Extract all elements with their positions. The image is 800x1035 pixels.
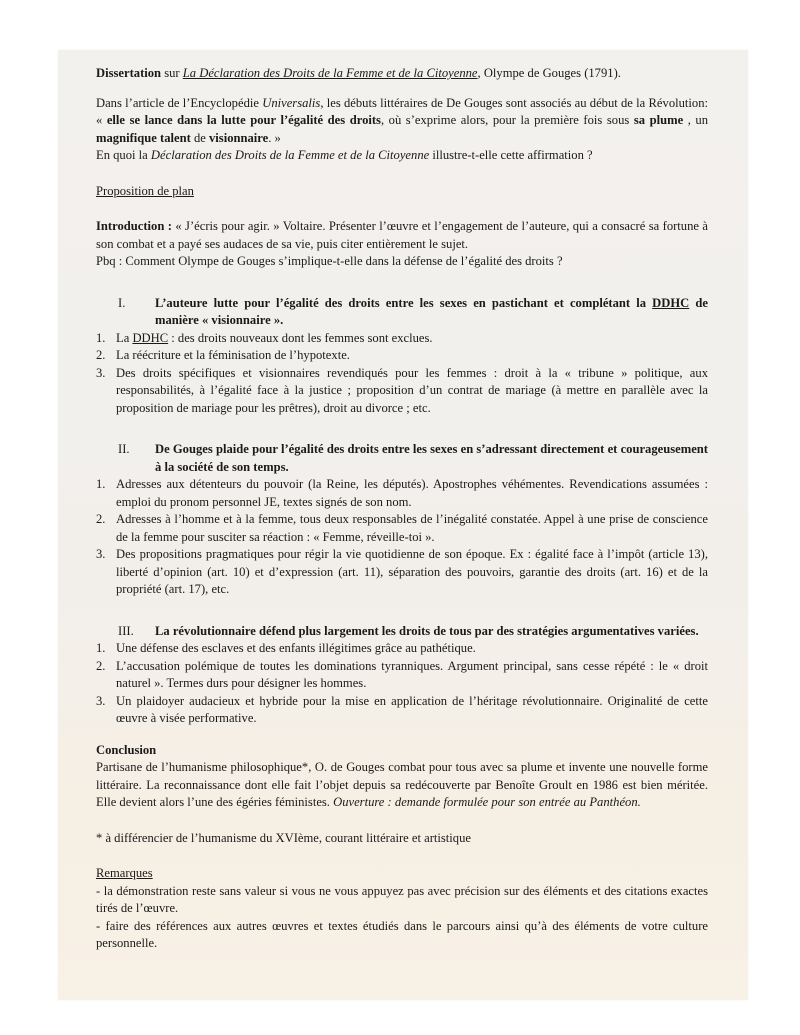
list-item [96, 347, 708, 365]
paper-sheet [58, 50, 748, 1000]
quote-text: . » [268, 130, 281, 145]
author-year: , Olympe de Gouges (1791). [477, 66, 621, 80]
item-number: 1. [96, 330, 106, 345]
question-title: Déclaration des Droits de la Femme et de la Citoyenne [150, 148, 430, 162]
list-item [96, 476, 708, 511]
quote-bold: sa plume [633, 113, 684, 127]
part-title-text: L’auteure lutte pour l’égalité des droits entre les sexes en pastichant et complétant la [155, 295, 653, 310]
quote-bold: visionnaire [209, 130, 269, 145]
conclusion-text: Partisane de l’humanisme philosophique*, O. de Gouges combat pour tous avec sa plume et invente une nouvelle forme littéraire. La reconnaissance dont elle fait l’objet depuis sa redécouverte par Benoîte Groult en 1986 est bien méritée. Elle devient alors l’une des égéries féministes. [96, 760, 708, 809]
item-text: Un plaidoyer audacieux et hybride pour la mise en application de l’héritage révolutionnaire. Originalité de cette œuvre à visée performative. [116, 693, 708, 725]
part-title: La révolutionnaire défend plus largement les droits de tous par des stratégies argumentatives variées. [155, 623, 699, 638]
remarque-item: - faire des références aux autres œuvres et textes étudiés dans le parcours ainsi qu’à des éléments de votre culture personnelle. [96, 918, 708, 950]
item-text: La réécriture et la féminisation de l’hypotexte. [116, 348, 350, 362]
quote-text: , un [683, 113, 709, 127]
quote-bold: magnifique talent [96, 130, 191, 145]
quote-bold: elle se lance dans la lutte pour l’égalité des droits [106, 113, 381, 127]
question-text: illustre-t-elle cette affirmation ? [429, 148, 593, 162]
part-2-heading [118, 441, 708, 476]
item-number: 3. [96, 365, 106, 380]
subject-question [96, 147, 708, 165]
item-text: Une défense des esclaves et des enfants illégitimes grâce au pathétique. [116, 641, 476, 655]
ddhc-abbrev: DDHC [132, 330, 169, 345]
conclusion-paragraph [96, 759, 708, 812]
list-item [96, 365, 708, 418]
document-body [96, 65, 708, 953]
item-number: 2. [96, 658, 106, 673]
part-2-items [96, 476, 708, 599]
quote-text: , où s’exprime alors, pour la première fois sous [380, 113, 634, 127]
item-text-part: : des droits nouveaux dont les femmes sont exclues. [168, 330, 433, 345]
subject-text: Dans l’article de l’Encyclopédie [96, 95, 263, 110]
remarque-item: - la démonstration reste sans valeur si vous ne vous appuyez pas avec précision sur des éléments et des citations exactes tirés de l’œuvre. [96, 883, 708, 915]
part-1-heading [118, 295, 708, 330]
list-item [96, 640, 708, 658]
list-item [96, 330, 708, 348]
work-title: La Déclaration des Droits de la Femme et de la Citoyenne [182, 66, 478, 80]
part-3-items [96, 640, 708, 728]
list-item [96, 511, 708, 546]
subject-source: Universalis [262, 95, 321, 110]
list-item [96, 658, 708, 693]
subject-paragraph [96, 95, 708, 148]
part-title [155, 295, 708, 330]
introduction [96, 218, 708, 253]
part-1-items [96, 330, 708, 418]
item-text: Des propositions pragmatiques pour régir la vie quotidienne de son époque. Ex : égalité face à l’impôt (article 13), liberté d’opinion (art. 10) et d’expression (art. 11), séparation des pouvoirs, garantie des droits (art. 16) et de la propriété (art. 17), etc. [116, 547, 708, 596]
dissertation-header [96, 65, 708, 83]
item-number: 1. [96, 477, 106, 491]
introduction-label: Introduction : [96, 219, 172, 233]
problematique: Pbq : Comment Olympe de Gouges s’implique-t-elle dans la défense de l’égalité des droits ? [96, 254, 563, 268]
part-numeral: II. [118, 442, 130, 456]
item-text-part: La [116, 330, 133, 345]
conclusion-heading: Conclusion [96, 742, 157, 757]
plan-heading: Proposition de plan [96, 183, 194, 198]
conclusion-ouverture: Ouverture : demande formulée pour son entrée au Panthéon. [333, 795, 641, 809]
item-number: 1. [96, 641, 106, 655]
item-number: 2. [96, 348, 106, 362]
item-text: Des droits spécifiques et visionnaires revendiqués pour les femmes : droit à la « tribune » politique, aux responsabilités, à l’égalité face à la justice ; proposition d’un contrat de mariage (à mettre en parallèle avec la proposition de mariage pour les prêtres), droit au divorce ; etc. [116, 365, 708, 415]
item-number: 2. [96, 512, 106, 526]
footnote: * à différencier de l’humanisme du XVIème, courant littéraire et artistique [96, 830, 471, 845]
item-number: 3. [96, 547, 106, 561]
part-title-text: de manière « visionnaire ». [155, 295, 708, 327]
list-item [96, 693, 708, 728]
sur-word: sur [164, 66, 180, 80]
question-text: En quoi la [96, 148, 151, 162]
introduction-text: « J’écris pour agir. » Voltaire. Présenter l’œuvre et l’engagement de l’auteure, qui a consacré sa fortune à son combat et a payé ses audaces de sa vie, puis citer entièrement le sujet. [96, 219, 708, 251]
item-text: Adresses aux détenteurs du pouvoir (la Reine, les députés). Apostrophes véhémentes. Revendications assumées : emploi du pronom personnel JE, textes signés de son nom. [116, 477, 708, 509]
part-numeral: III. [118, 623, 134, 638]
ddhc-abbrev: DDHC [652, 295, 690, 310]
subject-text: , les débuts littéraires de De Gouges sont associés au début de la Révolution: « [96, 95, 708, 127]
item-text [116, 330, 708, 348]
dissertation-label: Dissertation [96, 66, 162, 80]
list-item [96, 546, 708, 599]
item-text: Adresses à l’homme et à la femme, tous deux responsables de l’inégalité constatée. Appel à une prise de conscience de la femme pour susciter sa réaction : « Femme, réveille-toi ». [116, 512, 708, 544]
quote-text: de [190, 130, 209, 145]
part-title: De Gouges plaide pour l’égalité des droits entre les sexes en s’adressant directement et courageusement à la société de son temps. [155, 442, 708, 474]
part-3-heading [118, 623, 708, 641]
item-number: 3. [96, 693, 106, 708]
remarques-heading: Remarques [96, 866, 153, 880]
part-numeral: I. [118, 295, 126, 310]
item-text: L’accusation polémique de toutes les dominations tyranniques. Argument principal, sans cesse répété : le « droit naturel ». Termes durs pour désigner les hommes. [116, 658, 708, 690]
